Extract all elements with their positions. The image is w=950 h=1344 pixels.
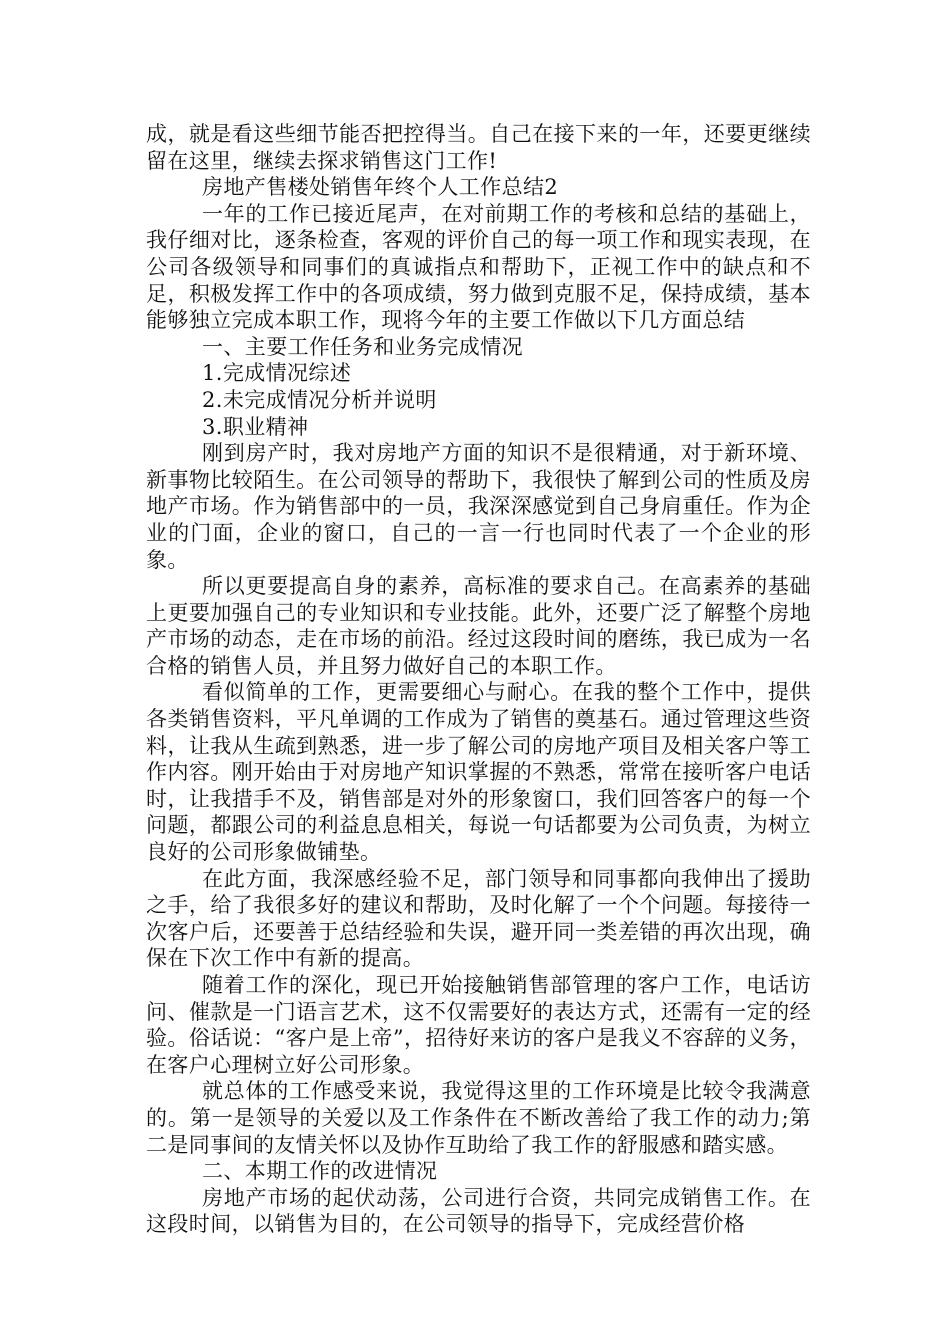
section-heading: 二、本期工作的改进情况	[202, 1159, 438, 1184]
paragraph: 随着工作的深化，现已开始接触销售部管理的客户工作，电话访问、催款是一门语言艺术，这不仅需要好的表达方式，还需有一定的经验。俗话说：“客户是上帝”，招待好来访的客户是我义不容辞的义务，在客户心理树立好公司形象。	[146, 973, 811, 1077]
paragraph: 所以更要提高自身的素养，高标准的要求自己。在高素养的基础上更要加强自己的专业知识和专业技能。此外，还要广泛了解整个房地产市场的动态，走在市场的前沿。经过这段时间的磨练，我已成为一名合格的销售人员，并且努力做好自己的本职工作。	[146, 574, 811, 678]
paragraph: 在此方面，我深感经验不足，部门领导和同事都向我伸出了援助之手，给了我很多好的建议和帮助，及时化解了一个个问题。每接待一次客户后，还要善于总结经验和失误，避开同一类差错的再次出现，确保在下次工作中有新的提高。	[146, 866, 811, 971]
paragraph: 就总体的工作感受来说，我觉得这里的工作环境是比较令我满意的。第一是领导的关爱以及工作条件在不断改善给了我工作的动力;第二是同事间的友情关怀以及协作互助给了我工作的舒服感和踏实感。	[146, 1079, 811, 1157]
section-title: 房地产售楼处销售年终个人工作总结2	[202, 175, 559, 200]
document-body	[146, 121, 811, 1238]
paragraph: 看似简单的工作，更需要细心与耐心。在我的整个工作中，提供各类销售资料，平凡单调的工作成为了销售的奠基石。通过管理这些资料，让我从生疏到熟悉，进一步了解公司的房地产项目及相关客户等工作内容。刚开始由于对房地产知识掌握的不熟悉，常常在接听客户电话时，让我措手不及，销售部是对外的形象窗口，我们回答客户的每一个问题，都跟公司的利益息息相关，每说一句话都要为公司负责，为树立良好的公司形象做铺垫。	[146, 680, 811, 865]
subsection-heading: 2.未完成情况分析并说明	[202, 387, 437, 412]
subsection-heading: 1.完成情况综述	[202, 361, 352, 386]
section-heading: 一、主要工作任务和业务完成情况	[202, 334, 523, 359]
paragraph: 成，就是看这些细节能否把控得当。自己在接下来的一年，还要更继续留在这里，继续去探求销售这门工作!	[146, 122, 811, 173]
paragraph: 一年的工作已接近尾声，在对前期工作的考核和总结的基础上，我仔细对比，逐条检查，客观的评价自己的每一项工作和现实表现，在公司各级领导和同事们的真诚指点和帮助下，正视工作中的缺点和不足，积极发挥工作中的各项成绩，努力做到克服不足，保持成绩，基本能够独立完成本职工作，现将今年的主要工作做以下几方面总结	[146, 201, 811, 333]
subsection-heading: 3.职业精神	[202, 414, 309, 439]
paragraph: 房地产市场的起伏动荡，公司进行合资，共同完成销售工作。在这段时间，以销售为目的，在公司领导的指导下，完成经营价格	[146, 1185, 811, 1237]
paragraph: 刚到房产时，我对房地产方面的知识不是很精通，对于新环境、新事物比较陌生。在公司领导的帮助下，我很快了解到公司的性质及房地产市场。作为销售部中的一员，我深深感觉到自己身肩重任。作为企业的门面，企业的窗口，自己的一言一行也同时代表了一个企业的形象。	[146, 441, 811, 572]
